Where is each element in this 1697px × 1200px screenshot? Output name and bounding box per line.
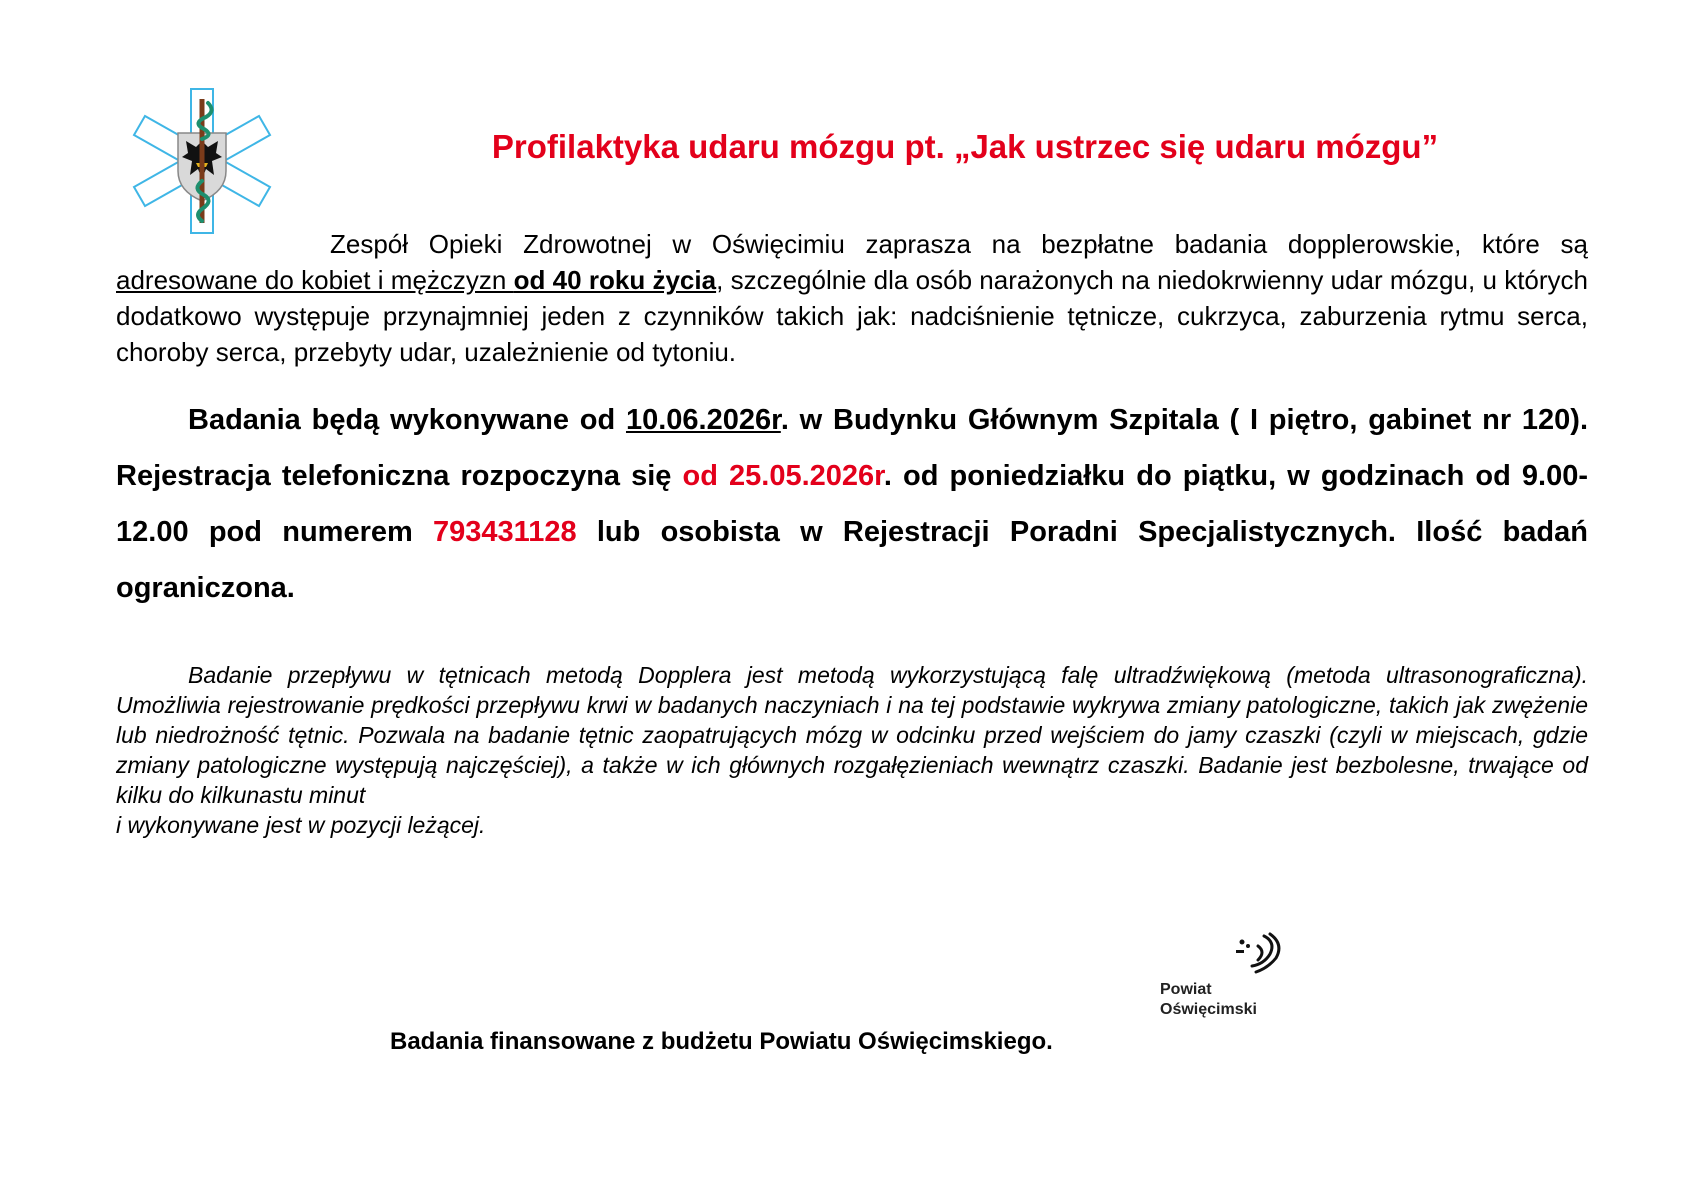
intro-text-2: , szczególnie dla osób narażonych na niedokrwienny udar mózgu, u których dodatkowo występuje przynajmniej jeden z czynników takich jak: nadciśnienie tętnicze, cukrzyca, zaburzenia rytmu serca, choroby serca, przebyty udar, uzależnienie od tytoniu. <box>116 265 1588 367</box>
registration-start-date: od 25.05.2026r <box>682 460 884 492</box>
phone-number: 793431128 <box>433 516 577 548</box>
description-body: Badanie przepływu w tętnicach metodą Dopplera jest metodą wykorzystującą falę ultradźwiękową (metoda ultrasonograficzna). Umożliwia rejestrowanie prędkości przepływu krwi w badanych naczyniach i na tej podstawie wykrywa zmiany patologiczne, takich jak zwężenie lub niedrożność tętnic. Pozwala na badanie tętnic zaopatrujących mózg w odcinku przed wejściem do jamy czaszki (czyli w miejscach, gdzie zmiany patologiczne występują najczęściej), a także w ich głównych rozgałęzieniach wewnątrz czaszki. Badanie jest bezbolesne, trwające od kilku do kilkunastu minut <box>116 662 1588 808</box>
powiat-logo-text <box>1160 980 1257 1020</box>
schedule-text-d: lub osobista w Rejestracji Poradni Specjalistycznych. Ilość badań ograniczona. <box>116 516 1588 604</box>
start-date: 10.06.2026r <box>625 404 781 436</box>
intro-age-limit: od 40 roku życia <box>513 265 717 295</box>
powiat-logo-line2: Oświęcimski <box>1160 1001 1257 1018</box>
schedule-text-a: Badania będą wykonywane od <box>188 404 626 436</box>
schedule-text-c: . od poniedziałku do piątku, w godzinach od 9.00-12.00 pod numerem <box>116 460 1588 548</box>
funding-note: Badania finansowane z budżetu Powiatu Oświęcimskiego. <box>390 1028 1053 1055</box>
intro-underlined-audience <box>116 265 716 295</box>
intro-paragraph <box>116 226 1588 370</box>
powiat-logo-line1: Powiat <box>1160 981 1212 998</box>
schedule-text-b: . w Budynku Głównym Szpitala ( I piętro, gabinet nr 120). Rejestracja telefoniczna rozpoczyna się <box>116 404 1588 492</box>
page-title: Profilaktyka udaru mózgu pt. „Jak ustrzec się udaru mózgu” <box>491 128 1439 165</box>
powiat-bird-icon <box>1160 928 1290 978</box>
intro-text-1: Zespół Opieki Zdrowotnej w Oświęcimiu zaprasza na bezpłatne badania dopplerowskie, które są <box>330 229 1588 259</box>
doppler-description <box>116 660 1588 840</box>
description-last-line: i wykonywane jest w pozycji leżącej. <box>116 812 486 838</box>
hospital-star-of-life-logo <box>124 86 280 236</box>
intro-audience-text: adresowane do kobiet i mężczyzn <box>116 265 514 295</box>
powiat-oswiecimski-logo <box>1160 940 1290 1020</box>
schedule-paragraph <box>116 392 1588 616</box>
